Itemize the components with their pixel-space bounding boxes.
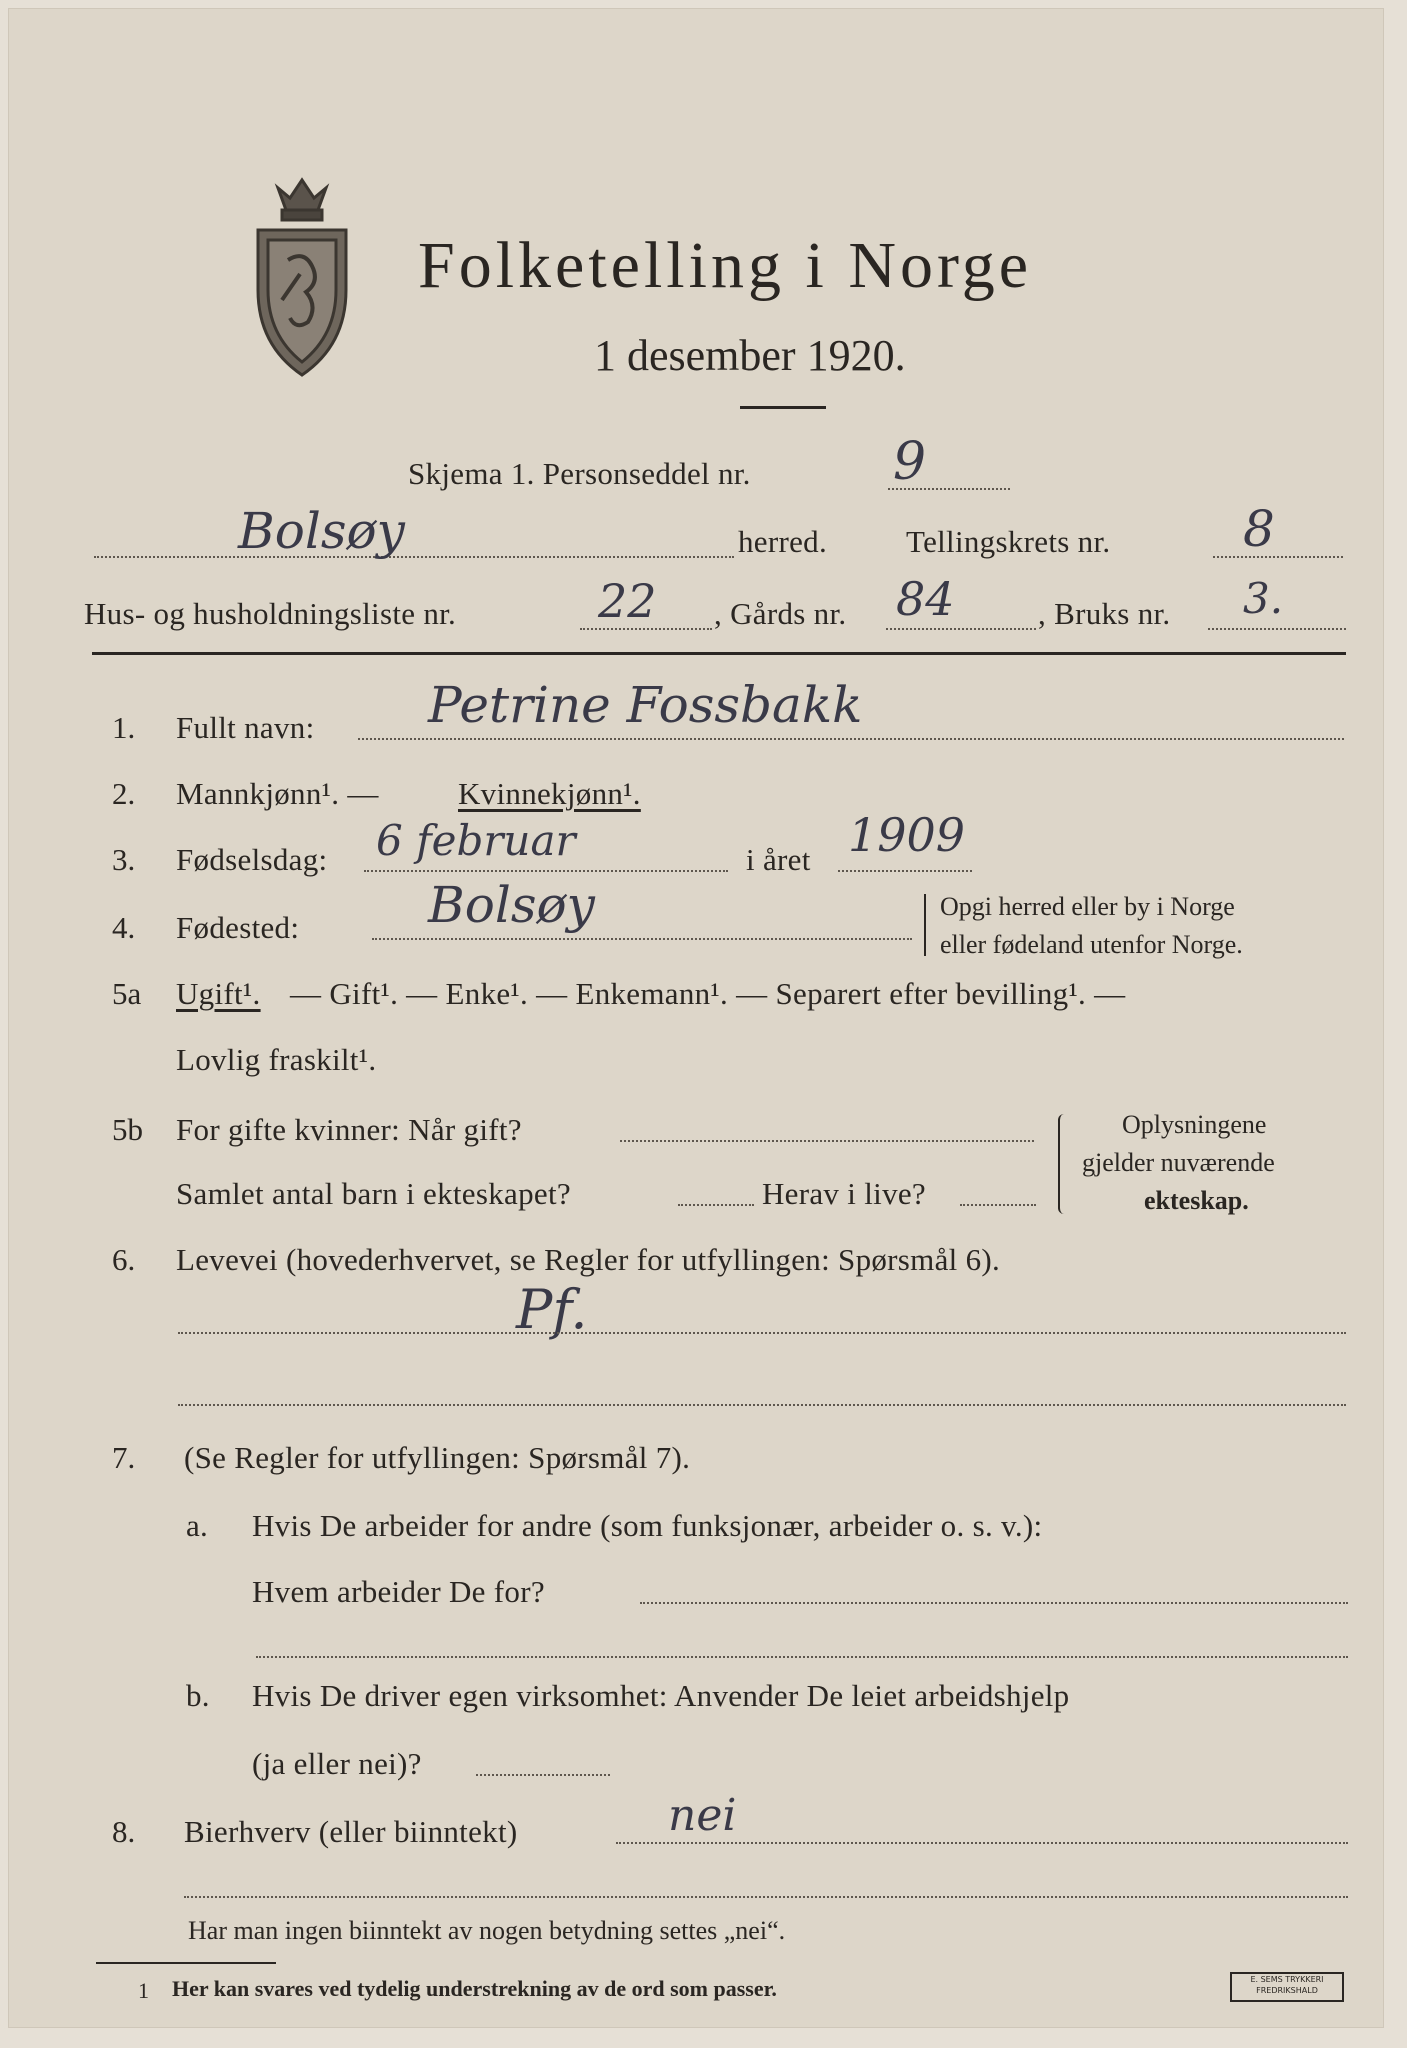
q4-line <box>372 938 912 940</box>
q5b-children-line <box>678 1204 754 1206</box>
q2-number: 2. <box>112 776 136 811</box>
q1-line <box>358 738 1344 740</box>
q7-label: (Se Regler for utfyllingen: Spørsmål 7). <box>184 1440 691 1475</box>
q4-note-line2: eller fødeland utenfor Norge. <box>940 930 1243 959</box>
q4-label: Fødested: <box>176 910 300 945</box>
q7a-letter: a. <box>186 1508 209 1543</box>
q6-line1 <box>178 1332 1346 1334</box>
tellingskrets-nr: 8 <box>1243 500 1275 558</box>
q6-line2 <box>178 1404 1346 1406</box>
q7b-help-label: (ja eller nei)? <box>252 1746 422 1781</box>
q8-line <box>616 1842 1348 1844</box>
q6-label: Levevei (hovederhvervet, se Regler for utfyllingen: Spørsmål 6). <box>176 1242 1001 1277</box>
q3-year-line <box>838 870 972 872</box>
title-divider <box>740 406 826 409</box>
bruks-line <box>1208 628 1346 630</box>
bruks-label: , Bruks nr. <box>1038 596 1171 631</box>
q3-number: 3. <box>112 842 136 877</box>
herred-value: Bolsøy <box>238 502 405 560</box>
q5a-unmarried-option: Ugift¹. <box>176 976 261 1011</box>
q7b-letter: b. <box>186 1678 210 1713</box>
q7b-help-line <box>476 1774 610 1776</box>
husliste-line <box>580 628 712 630</box>
census-date: 1 desember 1920. <box>594 331 906 380</box>
herred-line <box>94 556 734 558</box>
header-rule <box>92 652 1346 655</box>
q2-female-option: Kvinnekjønn¹. <box>458 776 641 811</box>
bruks-nr: 3. <box>1243 574 1284 623</box>
q5b-note-line1: Oplysningene <box>1122 1110 1267 1139</box>
skjema-label: Skjema 1. Personseddel nr. <box>408 456 751 491</box>
q2-male-option: Mannkjønn¹. — <box>176 776 379 811</box>
q5a-number: 5a <box>112 976 142 1011</box>
gards-line <box>886 628 1036 630</box>
q4-note-line1: Opgi herred eller by i Norge <box>940 892 1235 921</box>
q6-number: 6. <box>112 1242 136 1277</box>
q5b-married-label: For gifte kvinner: Når gift? <box>176 1112 522 1147</box>
q7a-line1: Hvis De arbeider for andre (som funksjonær, arbeider o. s. v.): <box>252 1508 1043 1543</box>
q3-year-label: i året <box>746 842 811 877</box>
q3-birth-year: 1909 <box>848 808 966 862</box>
q3-label: Fødselsdag: <box>176 842 328 877</box>
footnote-mark: 1 <box>138 1978 149 2003</box>
q4-birthplace: Bolsøy <box>428 876 595 934</box>
printer-stamp: E. SEMS TRYKKERI FREDRIKSHALD <box>1230 1972 1344 2002</box>
husliste-label: Hus- og husholdningsliste nr. <box>84 596 457 631</box>
gards-label: , Gårds nr. <box>714 596 847 631</box>
q5b-number: 5b <box>112 1112 143 1147</box>
q7b-line1: Hvis De driver egen virksomhet: Anvender De leiet arbeidshjelp <box>252 1678 1070 1713</box>
q3-day-line <box>364 870 728 872</box>
q8-number: 8. <box>112 1814 136 1849</box>
footnote-text: Her kan svares ved tydelig understrekning av de ord som passer. <box>172 1976 777 2001</box>
q8-side-income: nei <box>668 1790 737 1841</box>
husliste-nr: 22 <box>598 574 657 628</box>
census-form-page <box>8 8 1384 2028</box>
q7a-employer-line2 <box>256 1656 1348 1658</box>
q5b-note-brace <box>1058 1114 1068 1214</box>
q7a-employer-line <box>640 1602 1348 1604</box>
q6-occupation: Pf. <box>516 1278 588 1341</box>
q5b-note-line2: gjelder nuværende <box>1082 1148 1275 1177</box>
q1-label: Fullt navn: <box>176 710 315 745</box>
tellingskrets-label: Tellingskrets nr. <box>906 524 1111 559</box>
personseddel-nr: 9 <box>893 432 927 492</box>
q1-full-name: Petrine Fossbakk <box>428 676 863 734</box>
q4-number: 4. <box>112 910 136 945</box>
q3-birth-day: 6 februar <box>376 816 576 865</box>
q5a-other-options: — Gift¹. — Enke¹. — Enkemann¹. — Separert efter bevilling¹. — <box>290 976 1126 1011</box>
norwegian-coat-of-arms-icon <box>246 170 358 380</box>
footer-note: Har man ingen biinntekt av nogen betydning settes „nei“. <box>188 1916 786 1945</box>
q4-note-brace <box>924 894 932 956</box>
gards-nr: 84 <box>896 572 955 626</box>
q7a-employer-label: Hvem arbeider De for? <box>252 1574 545 1609</box>
form-title: Folketelling i Norge <box>418 229 1033 302</box>
q7-number: 7. <box>112 1440 136 1475</box>
q5b-children-label: Samlet antal barn i ekteskapet? <box>176 1176 571 1211</box>
q5b-note-line3: ekteskap. <box>1144 1186 1249 1215</box>
q5b-alive-line <box>960 1204 1036 1206</box>
q8-line2 <box>184 1896 1348 1898</box>
q5a-divorced-option: Lovlig fraskilt¹. <box>176 1042 377 1077</box>
q5b-alive-label: Herav i live? <box>762 1176 926 1211</box>
tellingskrets-line <box>1213 556 1343 558</box>
q5b-married-line <box>620 1140 1034 1142</box>
herred-label: herred. <box>738 524 828 559</box>
q1-number: 1. <box>112 710 136 745</box>
q8-label: Bierhverv (eller biinntekt) <box>184 1814 518 1849</box>
footnote-rule <box>96 1962 276 1964</box>
